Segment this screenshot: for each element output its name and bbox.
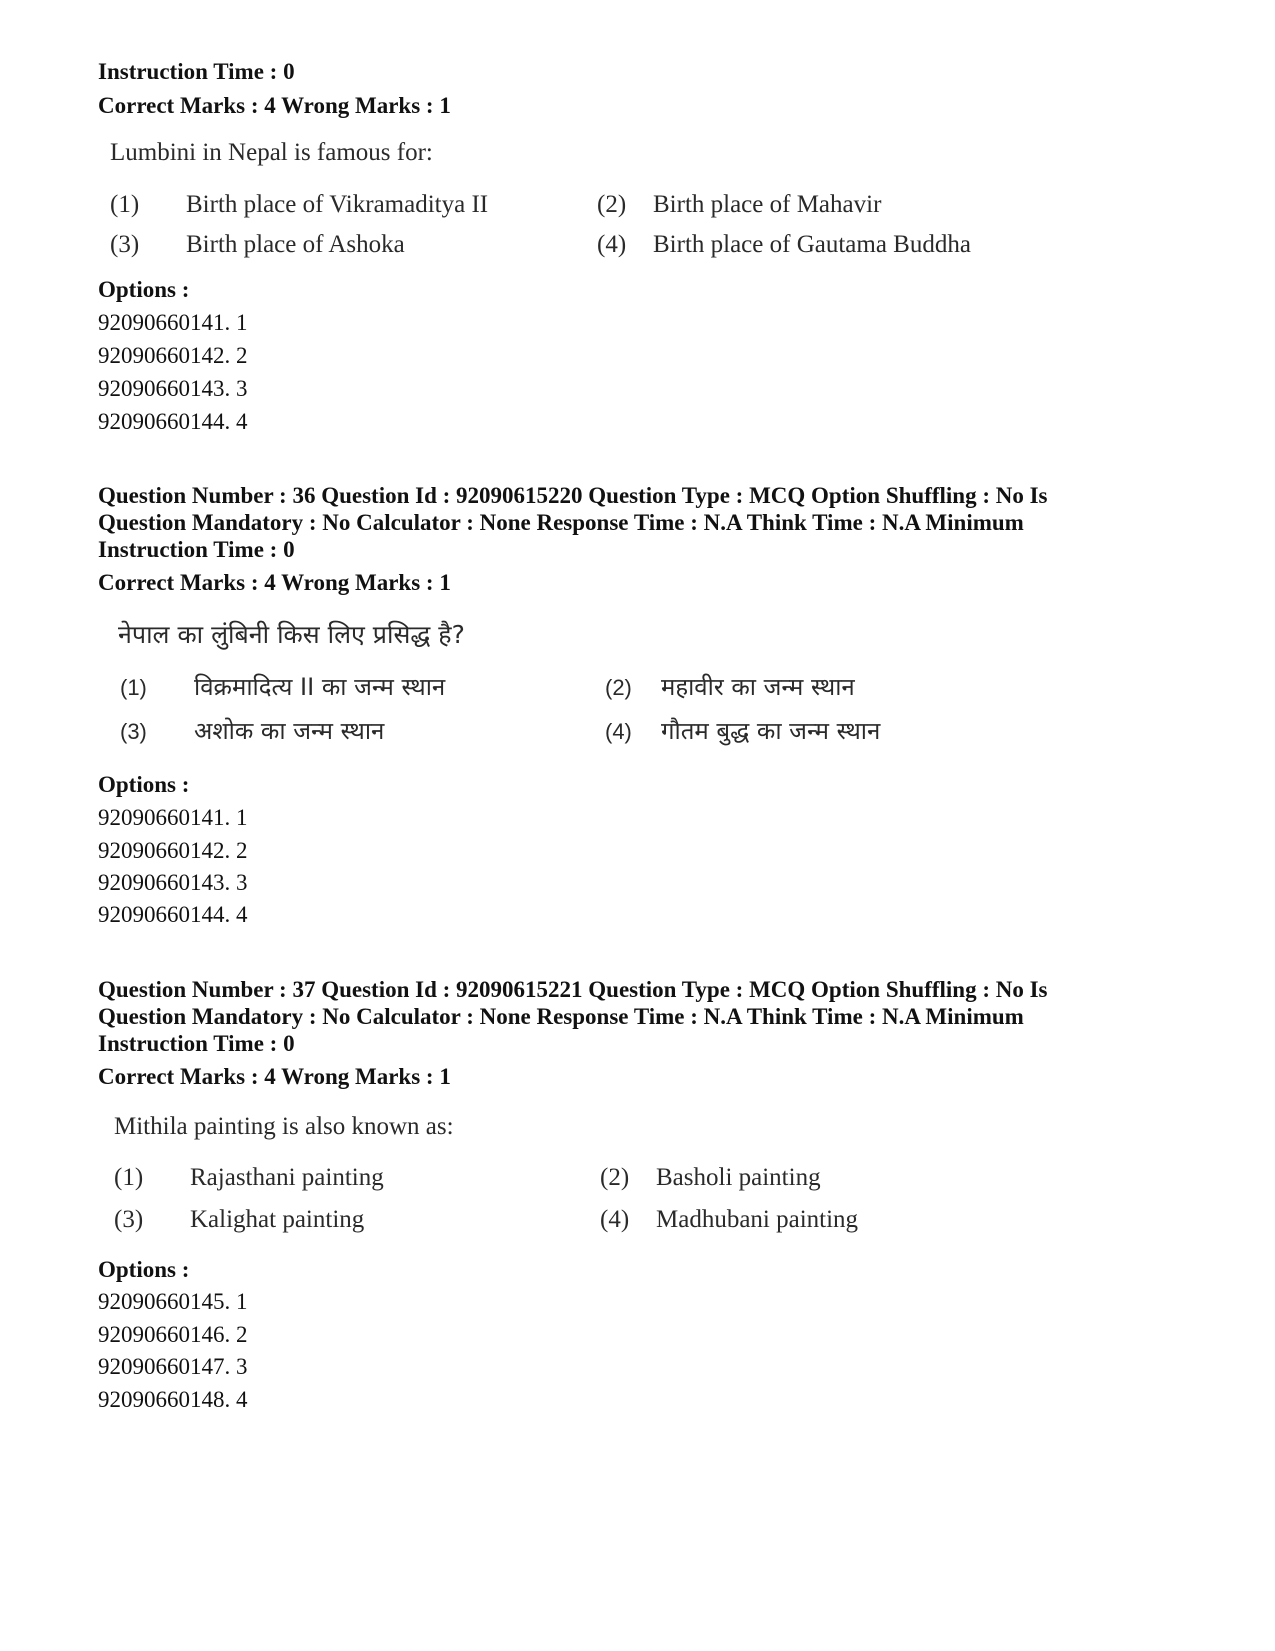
question-header: Question Number : 37 Question Id : 92090615221 Question Type : MCQ Option Shuffling : No Is [98, 977, 1048, 1002]
option-id: 92090660142. 2 [98, 838, 248, 863]
choice-text: Birth place of Ashoka [186, 231, 405, 258]
question-text: नेपाल का लुंबिनी किस लिए प्रसिद्ध है? [118, 620, 465, 649]
option-id: 92090660144. 4 [98, 902, 248, 927]
choice-text: Basholi painting [656, 1164, 821, 1191]
question-header: Instruction Time : 0 [98, 537, 295, 562]
choice-4 [597, 231, 971, 259]
choice-2 [600, 1164, 821, 1192]
option-id: 92090660146. 2 [98, 1322, 248, 1347]
option-id: 92090660143. 3 [98, 870, 248, 895]
question-header: Instruction Time : 0 [98, 1031, 295, 1056]
choice-2 [605, 670, 855, 703]
choice-4 [600, 1206, 858, 1234]
options-label: Options : [98, 772, 190, 797]
choice-number: (4) [605, 719, 632, 744]
question-header: Question Mandatory : No Calculator : None Response Time : N.A Think Time : N.A Minimum [98, 510, 1024, 535]
option-id: 92090660142. 2 [98, 343, 248, 368]
options-label: Options : [98, 1257, 190, 1282]
choice-number: (3) [114, 1206, 144, 1233]
choice-number: (1) [120, 675, 147, 700]
choice-number: (4) [597, 231, 627, 258]
choice-text: Kalighat painting [190, 1206, 365, 1233]
choice-number: (4) [600, 1206, 630, 1233]
options-label: Options : [98, 277, 190, 302]
choice-number: (1) [110, 191, 140, 218]
marks-line: Correct Marks : 4 Wrong Marks : 1 [98, 93, 451, 118]
choice-number: (1) [114, 1164, 144, 1191]
question-text: Lumbini in Nepal is famous for: [110, 139, 433, 166]
choice-1 [110, 191, 488, 219]
option-id: 92090660141. 1 [98, 805, 248, 830]
choice-3 [114, 1206, 364, 1234]
choice-number: (3) [110, 231, 140, 258]
choice-text: Birth place of Mahavir [653, 191, 882, 218]
question-text: Mithila painting is also known as: [114, 1113, 454, 1140]
marks-line: Correct Marks : 4 Wrong Marks : 1 [98, 570, 451, 595]
choice-3 [110, 231, 405, 259]
option-id: 92090660145. 1 [98, 1289, 248, 1314]
choice-text: विक्रमादित्य II का जन्म स्थान [194, 673, 446, 701]
choice-2 [597, 191, 881, 219]
option-id: 92090660148. 4 [98, 1387, 248, 1412]
choice-number: (3) [120, 719, 147, 744]
marks-line: Correct Marks : 4 Wrong Marks : 1 [98, 1064, 451, 1089]
choice-number: (2) [597, 191, 627, 218]
choice-text: गौतम बुद्ध का जन्म स्थान [661, 717, 881, 745]
instruction-time: Instruction Time : 0 [98, 59, 295, 84]
choice-1 [120, 670, 445, 703]
option-id: 92090660147. 3 [98, 1354, 248, 1379]
choice-text: Birth place of Vikramaditya II [186, 191, 489, 218]
choice-text: अशोक का जन्म स्थान [194, 717, 385, 745]
question-header: Question Mandatory : No Calculator : None Response Time : N.A Think Time : N.A Minimum [98, 1004, 1024, 1029]
choice-text: Birth place of Gautama Buddha [653, 231, 971, 258]
choice-text: Madhubani painting [656, 1206, 859, 1233]
choice-3 [120, 714, 384, 747]
option-id: 92090660143. 3 [98, 376, 248, 401]
choice-text: Rajasthani painting [190, 1164, 384, 1191]
choice-4 [605, 714, 880, 747]
choice-number: (2) [600, 1164, 630, 1191]
choice-1 [114, 1164, 384, 1192]
option-id: 92090660144. 4 [98, 409, 248, 434]
option-id: 92090660141. 1 [98, 310, 248, 335]
question-header: Question Number : 36 Question Id : 92090615220 Question Type : MCQ Option Shuffling : No Is [98, 483, 1048, 508]
choice-number: (2) [605, 675, 632, 700]
choice-text: महावीर का जन्म स्थान [661, 673, 855, 701]
